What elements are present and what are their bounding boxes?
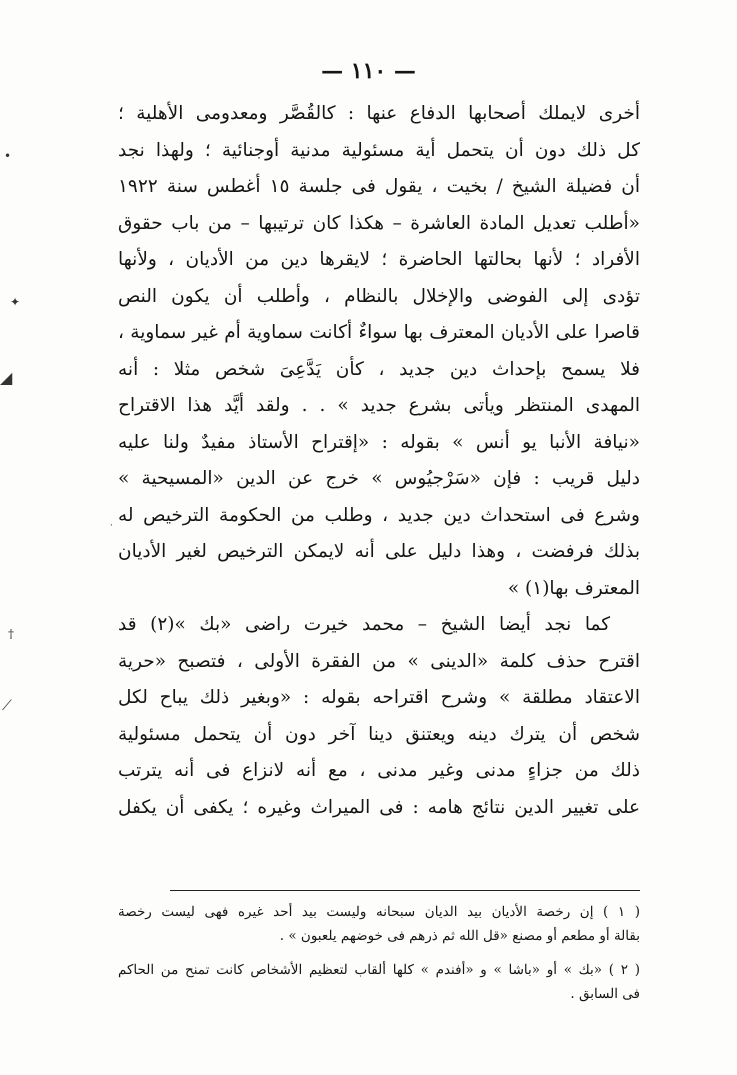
scan-speck-icon: ◢ — [0, 368, 13, 387]
scan-speck-icon: † — [8, 627, 14, 641]
scan-speck-icon: ✦ — [10, 295, 21, 309]
body-line: أن فضيلة الشيخ / بخيت ، يقول فى جلسة ١٥ أغطس سنة ١٩٢٢ — [118, 176, 640, 197]
footnote-2-line: ( ٢ ) «بك » أو «باشا » و «أفندم » كلها ألقاب لتعظيم الأشخاص كانت تمنح من الحاكم — [118, 962, 640, 978]
footnotes — [118, 900, 640, 1006]
body-line-paragraph-end: المعترف بها(١) » — [507, 577, 640, 599]
body-line: تؤدى إلى الفوضى والإخلال بالنظام ، وأطلب أن يكون النص — [118, 285, 640, 307]
footnote-divider — [170, 890, 640, 891]
body-line: على تغيير الدين نتائج هامه : فى الميراث وغيره ؛ يكفى أن يكفل — [118, 796, 640, 818]
body-line: وشرع فى استحداث دين جديد ، وطلب من الحكومة الترخيص له — [118, 504, 640, 526]
body-line-paragraph-start: كما نجد أيضا الشيخ – محمد خيرت راضى «بك »(٢) قد — [118, 614, 610, 635]
body-text — [118, 96, 640, 826]
body-line: «نيافة الأنبا يو أنس » بقوله : «إقتراح الأستاذ مفيدٌ ولنا عليه — [118, 431, 640, 453]
body-line: ذلك من جزاءٍ مدنى وغير مدنى ، مع أنه لانزاع فى أنه يترتب — [118, 760, 640, 781]
body-line: دليل قريب : فإن «سَرْجيُوس » خرج عن الدين «المسيحية » — [118, 468, 640, 489]
body-line: قاصرا على الأديان المعترف بها سواءٌ أكانت سماوية أم غير سماوية ، — [118, 322, 640, 343]
body-line: شخص أن يترك دينه ويعتنق دينا آخر دون أن يتحمل مسئولية — [118, 723, 640, 745]
body-line: اقترح حذف كلمة «الدينى » من الفقرة الأولى ، فتصبح «حرية — [118, 650, 640, 672]
body-line: كل ذلك دون أن يتحمل أية مسئولية مدنية أوجنائية ؛ ولهذا نجد — [118, 139, 640, 161]
body-line: المهدى المنتظر ويأتى بشرع جديد » . . ولقد أيَّد هذا الاقتراح — [118, 395, 640, 416]
body-line: «أطلب تعديل المادة العاشرة – هكذا كان ترتيبها – من باب حقوق — [118, 212, 640, 234]
footnote-2-line: فى السابق . — [570, 986, 640, 1002]
body-line: أخرى لايملك أصحابها الدفاع عنها : كالقُصَّر ومعدومى الأهلية ؛ — [118, 103, 640, 124]
footnote-1-line: بقالة أو مطعم أو مصنع «قل الله ثم ذرهم فى خوضهم يلعبون » . — [279, 928, 640, 944]
body-line: الاعتقاد مطلقة » وشرح اقتراحه بقوله : «وبغير ذلك يباح لكل — [118, 687, 640, 708]
footnote-1-line: ( ١ ) إن رخصة الأديان بيد الديان سبحانه وليست بيد أحد غيره فهى ليست رخصة — [118, 904, 640, 920]
body-line: فلا يسمح بإحداث دين جديد ، كأن يَدَّعِىَ شخص مثلا : أنه — [118, 358, 640, 380]
scan-speck-icon: • — [4, 149, 12, 163]
body-line: بذلك فرفضت ، وهذا دليل على أنه لايمكن الترخيص لغير الأديان — [118, 541, 640, 562]
scan-speck-icon: · — [110, 521, 113, 531]
page-number: — ١١٠ — — [321, 58, 416, 84]
body-line: الأفراد ؛ لأنها بحالتها الحاضرة ؛ لايقرها دين من الأديان ، ولأنها — [118, 249, 640, 270]
scan-speck-icon: ⟋ — [2, 698, 12, 714]
